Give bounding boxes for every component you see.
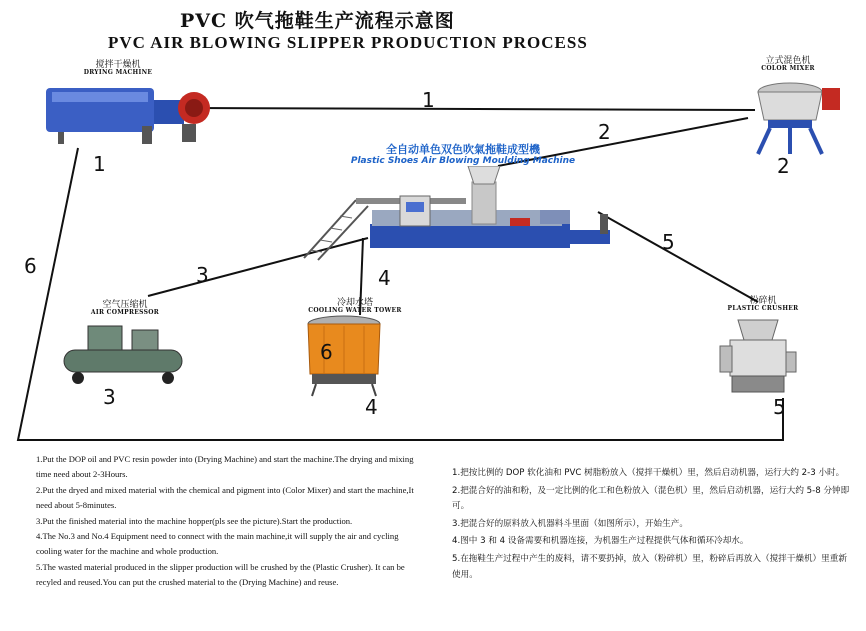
drying-machine-number: 1	[93, 152, 106, 176]
notes-english	[36, 452, 426, 591]
crusher-name-en: PLASTIC CRUSHER	[727, 305, 799, 313]
cooling-tower-number: 4	[365, 395, 378, 419]
air-compressor-number: 3	[103, 385, 116, 409]
air-compressor-caption	[70, 300, 180, 317]
notes-chinese	[452, 466, 852, 585]
main-machine-name-cn: 全自动单色双色吹氣拖鞋成型機	[386, 143, 540, 156]
drying-machine-caption	[58, 60, 178, 77]
title-english: PVC AIR BLOWING SLIPPER PRODUCTION PROCESS	[108, 33, 588, 52]
cooling-tower-caption	[290, 298, 420, 315]
crusher-caption	[708, 296, 818, 313]
cooling-tower-name-en: COOLING WATER TOWER	[308, 307, 402, 315]
color-mixer-caption	[726, 56, 850, 73]
note-en-2: 2.Put the dryed and mixed material with the chemical and pigment into (Color Mixer) and start the machine,It need about 5-8minutes.	[36, 484, 414, 511]
note-en-3: 3.Put the finished material into the machine hopper(pls see the picture).Start the production.	[36, 515, 353, 526]
color-mixer-number: 2	[777, 154, 790, 178]
crusher-number: 5	[773, 395, 786, 419]
color-mixer-name-en: COLOR MIXER	[761, 65, 815, 73]
air-compressor-name-en: AIR COMPRESSOR	[90, 309, 160, 317]
note-cn-5: 5.在拖鞋生产过程中产生的废料，请不要扔掉，放入（粉碎机）里，粉碎后再放入（搅拌干燥机）里重新使用。	[452, 553, 847, 580]
line-label-6: 6	[24, 254, 37, 278]
note-cn-3: 3.把混合好的原料放入机器料斗里面（如图所示），开始生产。	[452, 518, 688, 529]
line-label-5: 5	[662, 230, 675, 254]
cooling-tower-image	[300, 314, 390, 398]
main-machine-image	[300, 166, 630, 262]
drying-machine-image	[42, 82, 222, 148]
drying-machine-name-cn: 搅拌干燥机	[95, 60, 141, 70]
color-mixer-name-cn: 立式混色机	[765, 56, 811, 66]
main-machine-caption	[318, 143, 608, 167]
crusher-image	[708, 316, 808, 396]
line-label-4: 4	[378, 266, 391, 290]
title-chinese: PVC 吹气拖鞋生产流程示意图	[180, 10, 455, 32]
line-label-3: 3	[196, 263, 209, 287]
air-compressor-image	[58, 318, 193, 386]
color-mixer-image	[740, 78, 860, 156]
note-en-1: 1.Put the DOP oil and PVC resin powder into (Drying Machine) and start the machine.The drying and mixing time need about 2-3Hours.	[36, 454, 414, 480]
cooling-tower-name-cn: 冷却水塔	[336, 298, 373, 308]
cooling-tower-tank-label: 6	[320, 340, 333, 364]
note-cn-2: 2.把混合好的油和粉，及一定比例的化工和色粉放入（混色机）里，然后启动机器，运行大约 5-8 分钟即可。	[452, 485, 850, 512]
note-en-4: 4.The No.3 and No.4 Equipment need to connect with the main machine,it will supply the air and cycling cooling water for the machine and whole production.	[36, 531, 399, 557]
connector-line-1	[190, 108, 755, 110]
note-cn-1: 1.把按比例的 DOP 软化油和 PVC 树脂粉放入（搅拌干燥机）里，然后启动机器，运行大约 2-3 小时。	[452, 468, 845, 478]
line-label-2: 2	[598, 120, 611, 144]
drying-machine-name-en: DRYING MACHINE	[83, 69, 153, 77]
note-en-5: 5.The wasted material produced in the slipper production will be crushed by the (Plastic Crusher). It can be recyled and reused.You can put the crushed material to the (Drying Machine) and reuse.	[36, 561, 405, 588]
line-label-1: 1	[422, 88, 435, 112]
main-machine-name-en: Plastic Shoes Air Blowing Moulding Machine	[350, 156, 576, 167]
note-cn-4: 4.图中 3 和 4 设备需要和机器连接，为机器生产过程提供气体和循环冷却水。	[452, 536, 749, 547]
air-compressor-name-cn: 空气压缩机	[102, 300, 148, 310]
crusher-name-cn: 粉碎机	[749, 296, 777, 306]
